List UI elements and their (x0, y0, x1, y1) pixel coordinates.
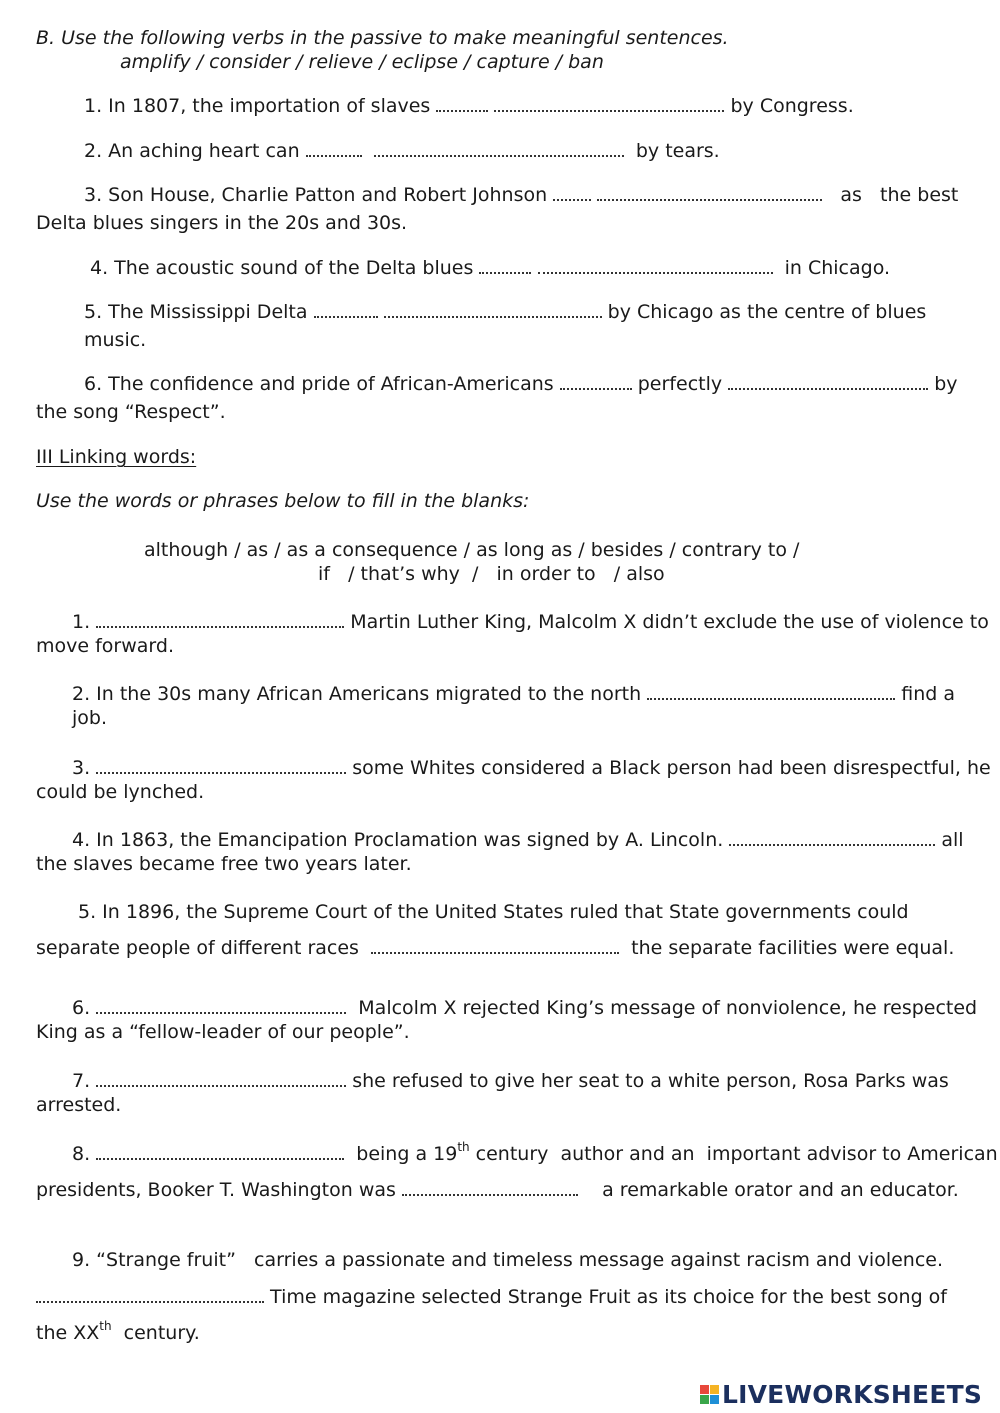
b-item-2: 2. An aching heart can by tears. (84, 140, 720, 162)
iii-item-9-cont2: the XXth century. (36, 1319, 200, 1344)
logo-text: LIVEWORKSHEETS (722, 1379, 983, 1409)
blank-field[interactable] (306, 139, 362, 157)
blank-field[interactable] (729, 828, 935, 846)
logo-square-icon (700, 1395, 709, 1404)
b-item-1: 1. In 1807, the importation of slaves by Congress. (84, 95, 854, 117)
iii-item-1: 1. Martin Luther King, Malcolm X didn’t exclude the use of violence to (72, 611, 989, 633)
iii-item-1-cont: move forward. (36, 635, 174, 657)
b-item-3: 3. Son House, Charlie Patton and Robert Johnson as the best (84, 184, 959, 206)
blank-field[interactable] (314, 300, 378, 318)
b-item-4: 4. The acoustic sound of the Delta blues in Chicago. (90, 257, 891, 279)
blank-field[interactable] (96, 996, 346, 1014)
blank-field[interactable] (96, 756, 346, 774)
blank-field[interactable] (553, 183, 591, 201)
b-item-6: 6. The confidence and pride of African-Americans perfectly by (84, 373, 958, 395)
blank-field[interactable] (728, 372, 928, 390)
blank-field[interactable] (597, 183, 822, 201)
blank-field[interactable] (96, 1142, 344, 1160)
iii-item-5: 5. In 1896, the Supreme Court of the United States ruled that State governments could (78, 901, 909, 923)
iii-item-9: 9. “Strange fruit” carries a passionate and timeless message against racism and violence. (72, 1249, 944, 1271)
section-b-verbs: amplify / consider / relieve / eclipse / capture / ban (120, 51, 604, 73)
iii-item-6: 6. Malcolm X rejected King’s message of nonviolence, he respected (72, 997, 978, 1019)
logo-square-icon (710, 1385, 719, 1394)
blank-field[interactable] (436, 94, 488, 112)
b-item-6-cont: the song “Respect”. (36, 401, 226, 423)
b-item-3-cont: Delta blues singers in the 20s and 30s. (36, 212, 408, 234)
iii-item-2-cont: job. (72, 707, 108, 729)
blank-field[interactable] (374, 139, 624, 157)
iii-item-8: 8. being a 19th century author and an important advisor to American (72, 1140, 998, 1165)
blank-field[interactable] (96, 610, 344, 628)
liveworksheets-logo (700, 1380, 982, 1408)
section-iii-instruction: Use the words or phrases below to fill in the blanks: (36, 490, 530, 512)
blank-field[interactable] (36, 1285, 264, 1303)
iii-item-6-cont: King as a “fellow-leader of our people”. (36, 1021, 410, 1043)
blank-field[interactable] (479, 256, 531, 274)
blank-field[interactable] (560, 372, 632, 390)
iii-item-9-cont: Time magazine selected Strange Fruit as its choice for the best song of (36, 1285, 947, 1309)
iii-item-3: 3. some Whites considered a Black person had been disrespectful, he (72, 757, 991, 779)
blank-field[interactable] (647, 682, 895, 700)
section-iii-heading: III Linking words: (36, 446, 197, 468)
b-item-5: 5. The Mississippi Delta by Chicago as the centre of blues (84, 301, 927, 323)
blank-field[interactable] (494, 94, 724, 112)
blank-field[interactable] (538, 256, 773, 274)
section-b-instruction: B. Use the following verbs in the passive to make meaningful sentences. (36, 27, 729, 49)
logo-mark-icon (700, 1385, 719, 1404)
iii-item-5-cont: separate people of different races the separate facilities were equal. (36, 937, 955, 959)
iii-item-7-cont: arrested. (36, 1094, 122, 1116)
b-item-5-cont: music. (84, 329, 147, 351)
blank-field[interactable] (371, 936, 619, 954)
word-bank-line-2: if / that’s why / in order to / also (318, 563, 665, 585)
iii-item-4: 4. In 1863, the Emancipation Proclamation was signed by A. Lincoln. all (72, 829, 964, 851)
logo-square-icon (700, 1385, 709, 1394)
iii-item-7: 7. she refused to give her seat to a white person, Rosa Parks was (72, 1070, 949, 1092)
iii-item-4-cont: the slaves became free two years later. (36, 853, 412, 875)
iii-item-8-cont: presidents, Booker T. Washington was a remarkable orator and an educator. (36, 1179, 959, 1201)
blank-field[interactable] (402, 1178, 578, 1196)
logo-square-icon (710, 1395, 719, 1404)
iii-item-3-cont: could be lynched. (36, 781, 205, 803)
word-bank-line-1: although / as / as a consequence / as long as / besides / contrary to / (144, 539, 800, 561)
blank-field[interactable] (384, 300, 602, 318)
iii-item-2: 2. In the 30s many African Americans migrated to the north find a (72, 683, 955, 705)
blank-field[interactable] (96, 1069, 346, 1087)
